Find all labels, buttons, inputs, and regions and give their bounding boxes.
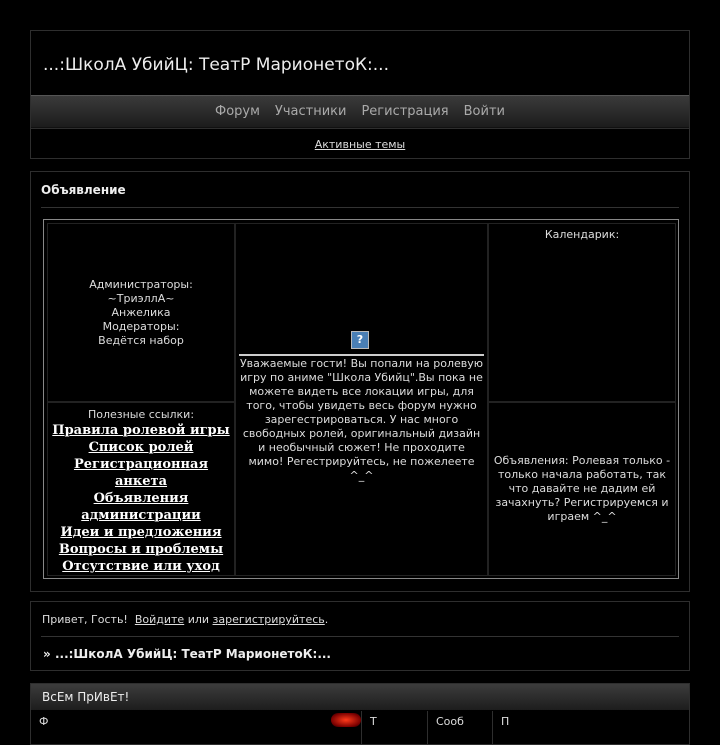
breadcrumb <box>43 647 331 661</box>
moderators-status: Ведётся набор <box>98 333 184 347</box>
column-last-post: П <box>501 715 510 728</box>
moderators-label: Модераторы: <box>102 319 180 333</box>
admins-label: Администраторы: <box>89 277 193 291</box>
nav-members[interactable]: Участники <box>274 104 347 119</box>
useful-links-cell <box>47 402 235 576</box>
link-ideas[interactable]: Идеи и предложения <box>60 525 222 540</box>
link-questions[interactable]: Вопросы и проблемы <box>58 542 224 557</box>
or-text: или <box>187 613 210 626</box>
calendar-cell <box>488 223 676 402</box>
active-topics-link[interactable]: Активные темы <box>314 137 406 151</box>
header-panel <box>30 30 690 159</box>
link-registration-form[interactable]: Регистрационная анкета <box>73 457 209 489</box>
active-topics-bar <box>31 128 689 159</box>
column-topics: Т <box>362 711 428 744</box>
announcement-panel <box>30 171 690 592</box>
news-text: Объявления: Ролевая только - только начала работать, так что давайте не дадим ей зачахнуть? Регистрируемся и играем ^_^ <box>493 454 671 523</box>
period: . <box>324 613 329 626</box>
nav-login[interactable]: Войти <box>463 104 505 119</box>
question-icon: ? <box>351 331 369 349</box>
admin-name: Анжелика <box>111 305 171 319</box>
link-admin-announcements[interactable]: Объявления администрации <box>81 491 201 523</box>
link-absence[interactable]: Отсутствие или уход <box>62 559 220 574</box>
calendar-label: Календарик: <box>544 228 620 241</box>
divider <box>41 636 679 637</box>
forum-status-icon <box>331 713 361 727</box>
category-title[interactable]: ВсЕм ПрИвЕт! <box>42 690 130 704</box>
column-forum: Ф <box>31 711 362 744</box>
link-rules[interactable]: Правила ролевой игры <box>52 423 230 438</box>
divider <box>239 354 484 356</box>
main-nav <box>31 95 689 128</box>
admins-cell <box>47 223 235 402</box>
forum-category <box>30 683 690 745</box>
category-header <box>31 684 689 710</box>
breadcrumb-title[interactable]: ...:ШколА УбийЦ: ТеатР МарионетоК:... <box>54 647 331 661</box>
greeting-text: Привет, Гость! <box>42 613 128 626</box>
links-label: Полезные ссылки: <box>87 408 195 421</box>
forum-header-row <box>31 711 689 744</box>
site-title: ...:ШколА УбийЦ: ТеатР МарионетоК:... <box>43 55 389 75</box>
guest-message-cell <box>235 223 488 576</box>
announcement-table <box>43 219 679 579</box>
breadcrumb-marker: » <box>43 647 51 661</box>
greeting-line <box>42 613 328 626</box>
divider <box>41 207 679 208</box>
register-link[interactable]: зарегистрируйтесь <box>212 613 325 626</box>
column-posts: Сооб <box>428 711 493 744</box>
welcome-panel <box>30 601 690 671</box>
nav-register[interactable]: Регистрация <box>361 104 449 119</box>
guest-message: Уважаемые гости! Вы попали на ролевую игру по аниме "Школа Убийц".Вы пока не можете видеть все локации игры, для того, чтобы увидеть весь форум нужно зарегестрироваться. У нас много свободных ролей, оригинальный дизайн и необычный сюжет! Не проходите мимо! Регестрируйтесь, не пожелеете ^_^ <box>239 357 484 482</box>
news-cell <box>488 402 676 576</box>
nav-forum[interactable]: Форум <box>215 104 260 119</box>
announcement-heading: Объявление <box>41 183 126 197</box>
admin-name: ~ТриэллА~ <box>107 291 175 305</box>
login-link[interactable]: Войдите <box>134 613 185 626</box>
link-roles[interactable]: Список ролей <box>88 440 194 455</box>
